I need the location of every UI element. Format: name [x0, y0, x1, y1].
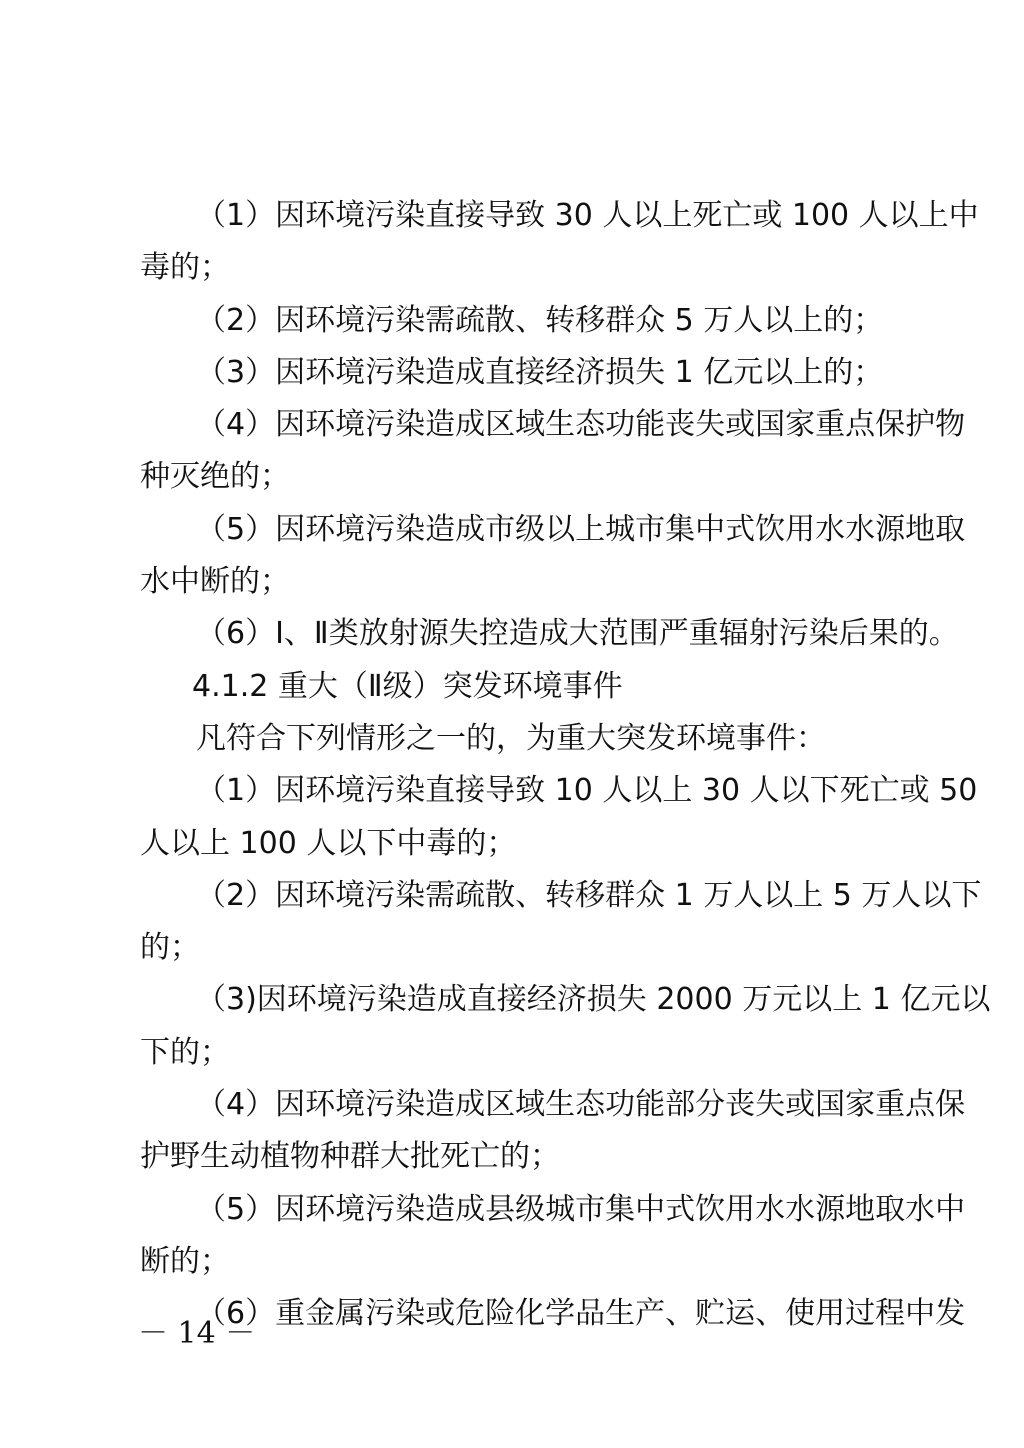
paragraph-line: 断的； [140, 1243, 230, 1279]
paragraph-line: （6）Ⅰ、Ⅱ类放射源失控造成大范围严重辐射污染后果的。 [196, 616, 959, 652]
paragraph-line: （3）因环境污染造成直接经济损失 1 亿元以上的； [196, 354, 884, 390]
paragraph-line: （5）因环境污染造成县级城市集中式饮用水水源地取水中 [196, 1191, 966, 1227]
paragraph-line: 护野生动植物种群大批死亡的； [140, 1139, 560, 1175]
paragraph-line: （4）因环境污染造成区域生态功能部分丧失或国家重点保 [196, 1087, 966, 1123]
paragraph-line: （6）重金属污染或危险化学品生产、贮运、使用过程中发 [196, 1296, 966, 1332]
paragraph-line: 凡符合下列情形之一的，为重大突发环境事件： [196, 720, 826, 756]
paragraph-line: 水中断的； [140, 564, 290, 600]
paragraph-line: （3)因环境污染造成直接经济损失 2000 万元以上 1 亿元以 [196, 982, 991, 1018]
paragraph-line: （2）因环境污染需疏散、转移群众 1 万人以上 5 万人以下 [196, 877, 982, 913]
paragraph-line: （1）因环境污染直接导致 10 人以上 30 人以下死亡或 50 [196, 773, 978, 809]
document-body [140, 190, 991, 1341]
paragraph-line: 种灭绝的； [140, 459, 290, 495]
paragraph-line: （1）因环境污染直接导致 30 人以上死亡或 100 人以上中 [196, 198, 979, 233]
paragraph-line: 下的； [140, 1034, 230, 1070]
paragraph-line: （2）因环境污染需疏散、转移群众 5 万人以上的； [196, 302, 884, 338]
page-number: － 14 － [138, 1316, 256, 1351]
section-heading: 4.1.2 重大（Ⅱ级）突发环境事件 [192, 668, 623, 704]
paragraph-line: （5）因环境污染造成市级以上城市集中式饮用水水源地取 [196, 511, 966, 547]
paragraph-line: 毒的； [140, 250, 230, 286]
paragraph-line: 的； [140, 930, 200, 966]
paragraph-line: 人以上 100 人以下中毒的； [140, 825, 517, 861]
paragraph-line: （4）因环境污染造成区域生态功能丧失或国家重点保护物 [196, 407, 966, 443]
